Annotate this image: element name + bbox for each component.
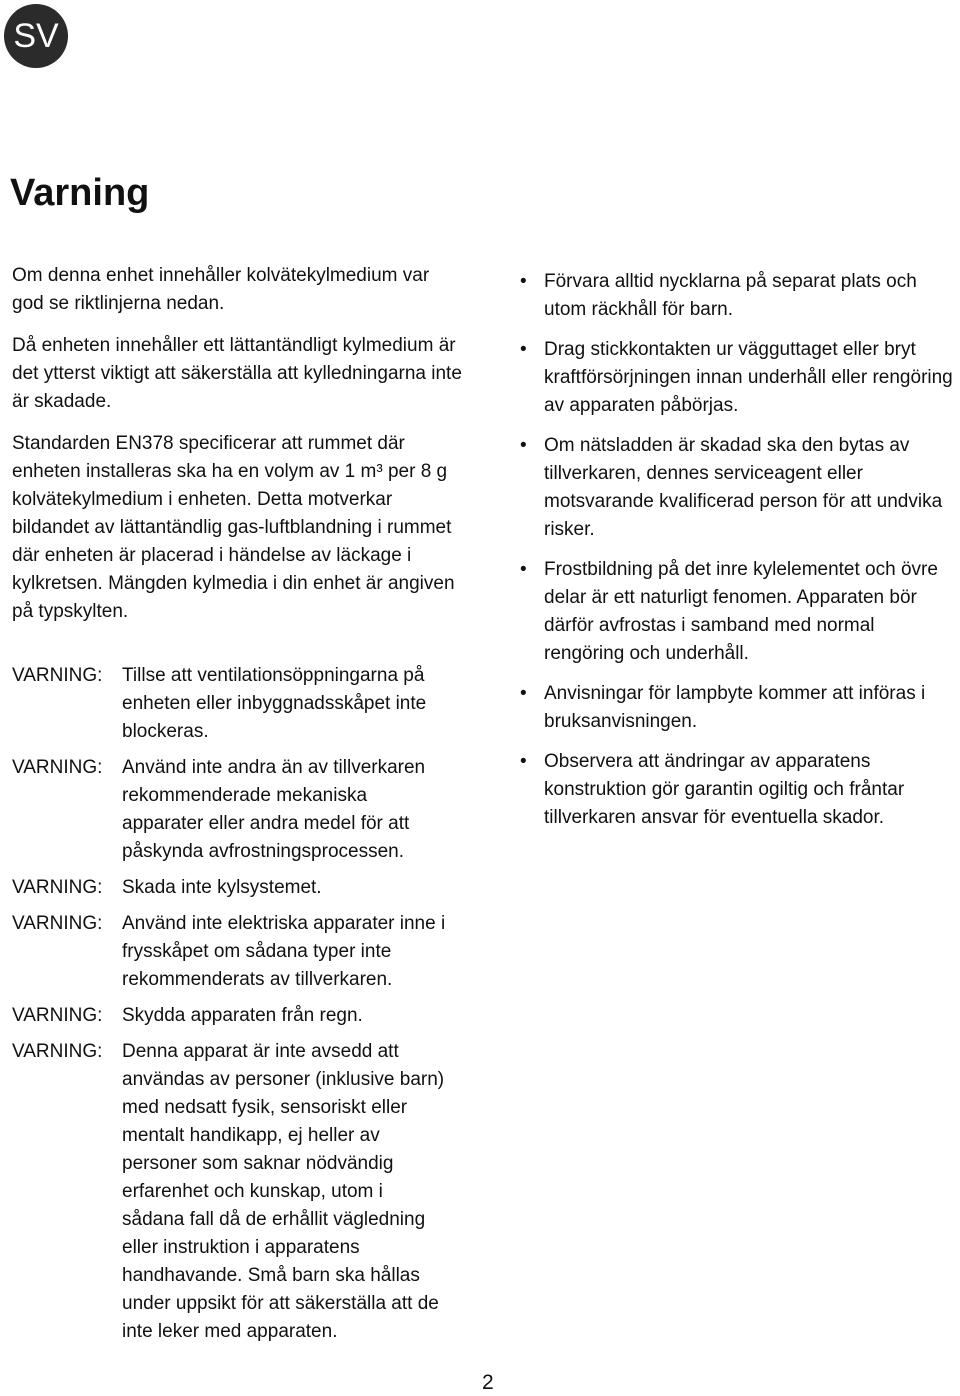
list-item-text: Frostbildning på det inre kylelementet och övre delar är ett naturligt fenomen. Apparaten bör därför avfrostas i samband med normal rengöring och underhåll. — [544, 559, 938, 664]
list-item-text: Observera att ändringar av apparatens konstruktion gör garantin ogiltig och fråntar tillverkaren ansvar för eventuella skador. — [544, 751, 905, 828]
warning-item — [12, 910, 462, 994]
list-item — [520, 680, 960, 736]
intro-paragraph: Standarden EN378 specificerar att rummet där enheten installeras ska ha en volym av 1 m³ per 8 g kolvätekylmedium i enheten. Detta motverkar bildandet av lättantändlig gas-luftblandning i rummet där enheten är placerad i händelse av läckage i kylkretsen. Mängden kylmedia i din enhet är angiven på typskylten. — [12, 433, 455, 622]
list-item-text: Förvara alltid nycklarna på separat plats och utom räckhåll för barn. — [544, 271, 917, 320]
list-item — [520, 748, 960, 832]
bullet-icon: • — [520, 751, 527, 772]
warning-text: Skada inte kylsystemet. — [122, 877, 322, 898]
warning-label: VARNING: — [12, 877, 103, 898]
bullet-list — [520, 268, 960, 844]
warning-text: Denna apparat är inte avsedd att användas av personer (inklusive barn) med nedsatt fysik, sensoriskt eller mentalt handikapp, ej heller av personer som saknar nödvändig erfarenhet och kunskap, utom i sådana fall då de erhållit vägledning eller instruktion i apparatens handhavande. Små barn ska hållas under uppsikt för att säkerställa att de inte leker med apparaten. — [122, 1041, 445, 1342]
list-item-text: Drag stickkontakten ur vägguttaget eller bryt kraftförsörjningen innan underhåll eller rengöring av apparaten påbörjas. — [544, 339, 953, 416]
warning-label: VARNING: — [12, 757, 103, 778]
list-item — [520, 336, 960, 420]
warning-label: VARNING: — [12, 665, 103, 686]
bullet-icon: • — [520, 559, 527, 580]
page-number: 2 — [482, 1371, 494, 1394]
bullet-icon: • — [520, 683, 527, 704]
warning-label: VARNING: — [12, 1041, 103, 1062]
list-item — [520, 432, 960, 544]
page-title: Varning — [10, 172, 150, 214]
list-item — [520, 268, 960, 324]
list-item — [520, 556, 960, 668]
list-item-text: Anvisningar för lampbyte kommer att införas i bruksanvisningen. — [544, 683, 926, 732]
warning-label: VARNING: — [12, 1005, 103, 1026]
warning-item — [12, 1038, 462, 1346]
left-column — [12, 262, 462, 1354]
intro-paragraph: Om denna enhet innehåller kolvätekylmedium var god se riktlinjerna nedan. — [12, 265, 430, 314]
warning-text: Använd inte andra än av tillverkaren rekommenderade mekaniska apparater eller andra medel för att påskynda avfrostningsprocessen. — [122, 757, 426, 862]
warning-text: Skydda apparaten från regn. — [122, 1005, 363, 1026]
bullet-icon: • — [520, 435, 527, 456]
bullet-icon: • — [520, 271, 527, 292]
intro-paragraph: Då enheten innehåller ett lättantändligt kylmedium är det ytterst viktigt att säkerställa att kylledningarna inte är skadade. — [12, 335, 462, 412]
warning-label: VARNING: — [12, 913, 103, 934]
bullet-icon: • — [520, 339, 527, 360]
warning-item — [12, 874, 462, 902]
language-badge: SV — [4, 4, 68, 68]
warning-text: Använd inte elektriska apparater inne i frysskåpet om sådana typer inte rekommenderats av tillverkaren. — [122, 913, 446, 990]
list-item-text: Om nätsladden är skadad ska den bytas av tillverkaren, dennes serviceagent eller motsvarande kvalificerad person för att undvika risker. — [544, 435, 943, 540]
warning-item — [12, 1002, 462, 1030]
warning-text: Tillse att ventilationsöppningarna på enheten eller inbyggnadsskåpet inte blockeras. — [122, 665, 427, 742]
warning-item — [12, 754, 462, 866]
warning-item — [12, 662, 462, 746]
